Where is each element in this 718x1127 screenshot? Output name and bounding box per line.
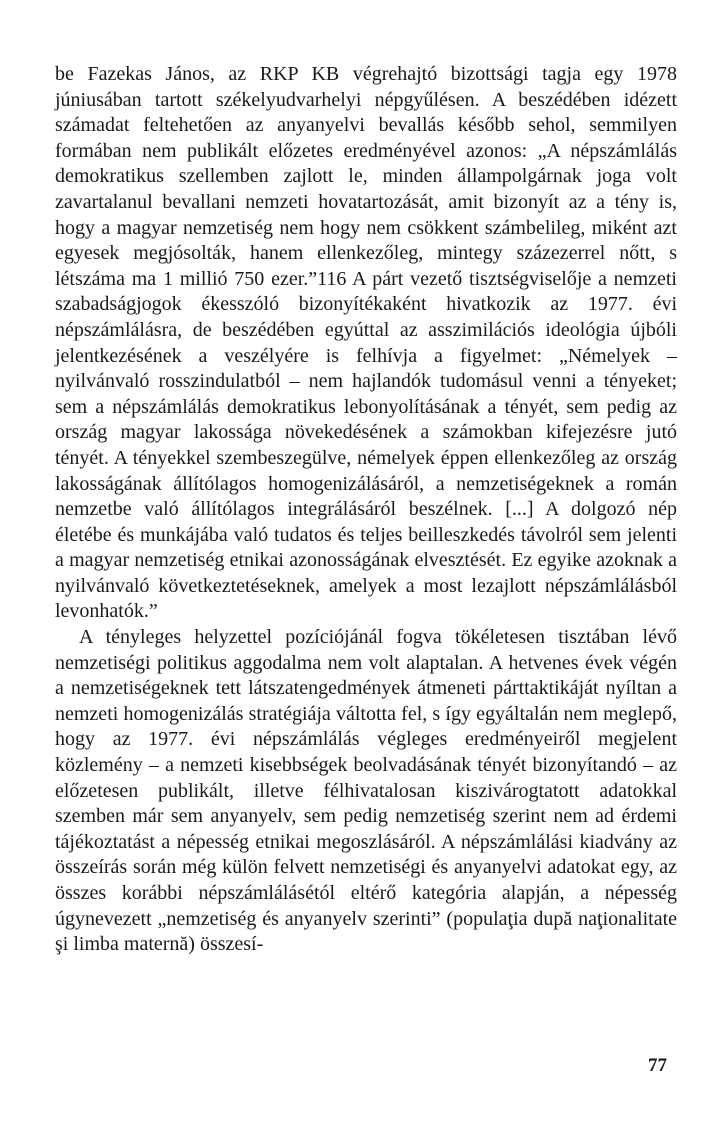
page-number: 77 [648,1055,667,1076]
paragraph-2: A tényleges helyzettel pozíciójánál fogva tökéletesen tisztában lévő nemzetiségi politikus aggodalma nem volt alaptalan. A hetvenes évek végén a nemzetiségeknek tett látszatengedmények átmeneti párttaktikáját nyíltan a nemzeti homogenizálás stratégiája váltotta fel, s így egyáltalán nem meglepő, hogy az 1977. évi népszámlálás végleges eredményeiről megjelent közlemény – a nemzeti kisebbségek beolvadásának tényét bizonyítandó – az előzetesen publikált, illetve félhivatalosan kiszivárogtatott adatokkal szemben már sem anyanyelv, sem pedig nemzetiség szerint nem ad érdemi tájékoztatást a népesség etnikai megoszlásáról. A népszámlálási kiadvány az összeírás során még külön felvett nemzetiségi és anyanyelvi adatokat egy, az összes korábbi népszámlálásétól eltérő kategória alapján, a népesség úgynevezett „nemzetiség és anyanyelv szerinti” (populaţia după naţionalitate şi limba maternă) összesí- [55,626,677,956]
paragraph-1: be Fazekas János, az RKP KB végrehajtó bizottsági tagja egy 1978 júniusában tartott székelyudvarhelyi népgyűlésen. A beszédében idézett számadat feltehetően az anyanyelvi bevallás később sehol, semmilyen formában nem publikált előzetes eredményével azonos: „A népszámlálás demokratikus szellemben zajlott le, minden állampolgárnak joga volt zavartalanul bevallani nemzeti hovatartozását, amit bizonyít az a tény is, hogy a magyar nemzetiség nem hogy nem csökkent számbelileg, miként azt egyesek megjósolták, hanem ellenkezőleg, mintegy százezerrel nőtt, s létszáma ma 1 millió 750 ezer.”116 A párt vezető tisztségviselője a nemzeti szabadságjogok ékesszóló bizonyítékaként hivatkozik az 1977. évi népszámlálásra, de beszédében egyúttal az asszimilációs ideológia újbóli jelentkezésének a veszélyére is felhívja a figyelmet: „Némelyek – nyilvánvaló rosszindulatból – nem hajlandók tudomásul venni a tényeket; sem a népszámlálás demokratikus lebonyolításának a tényét, sem pedig az ország magyar lakossága növekedésének a számokban kifejezésre jutó tényét. A tényekkel szembeszegülve, némelyek éppen ellenkezőleg az ország lakosságának állítólagos homogenizálásáról, a nemzetiségeknek a román nemzetbe való állítólagos integrálásáról beszélnek. [...] A dolgozó nép életébe és munkájába való tudatos és teljes beilleszkedés távolról sem jelenti a magyar nemzetiség etnikai azonosságának elvesztését. Ez egyike azoknak a nyilvánvaló következtetéseknek, amelyek a most lezajlott népszámlálásból levonhatók.” [55,63,677,623]
page-body [55,62,677,958]
